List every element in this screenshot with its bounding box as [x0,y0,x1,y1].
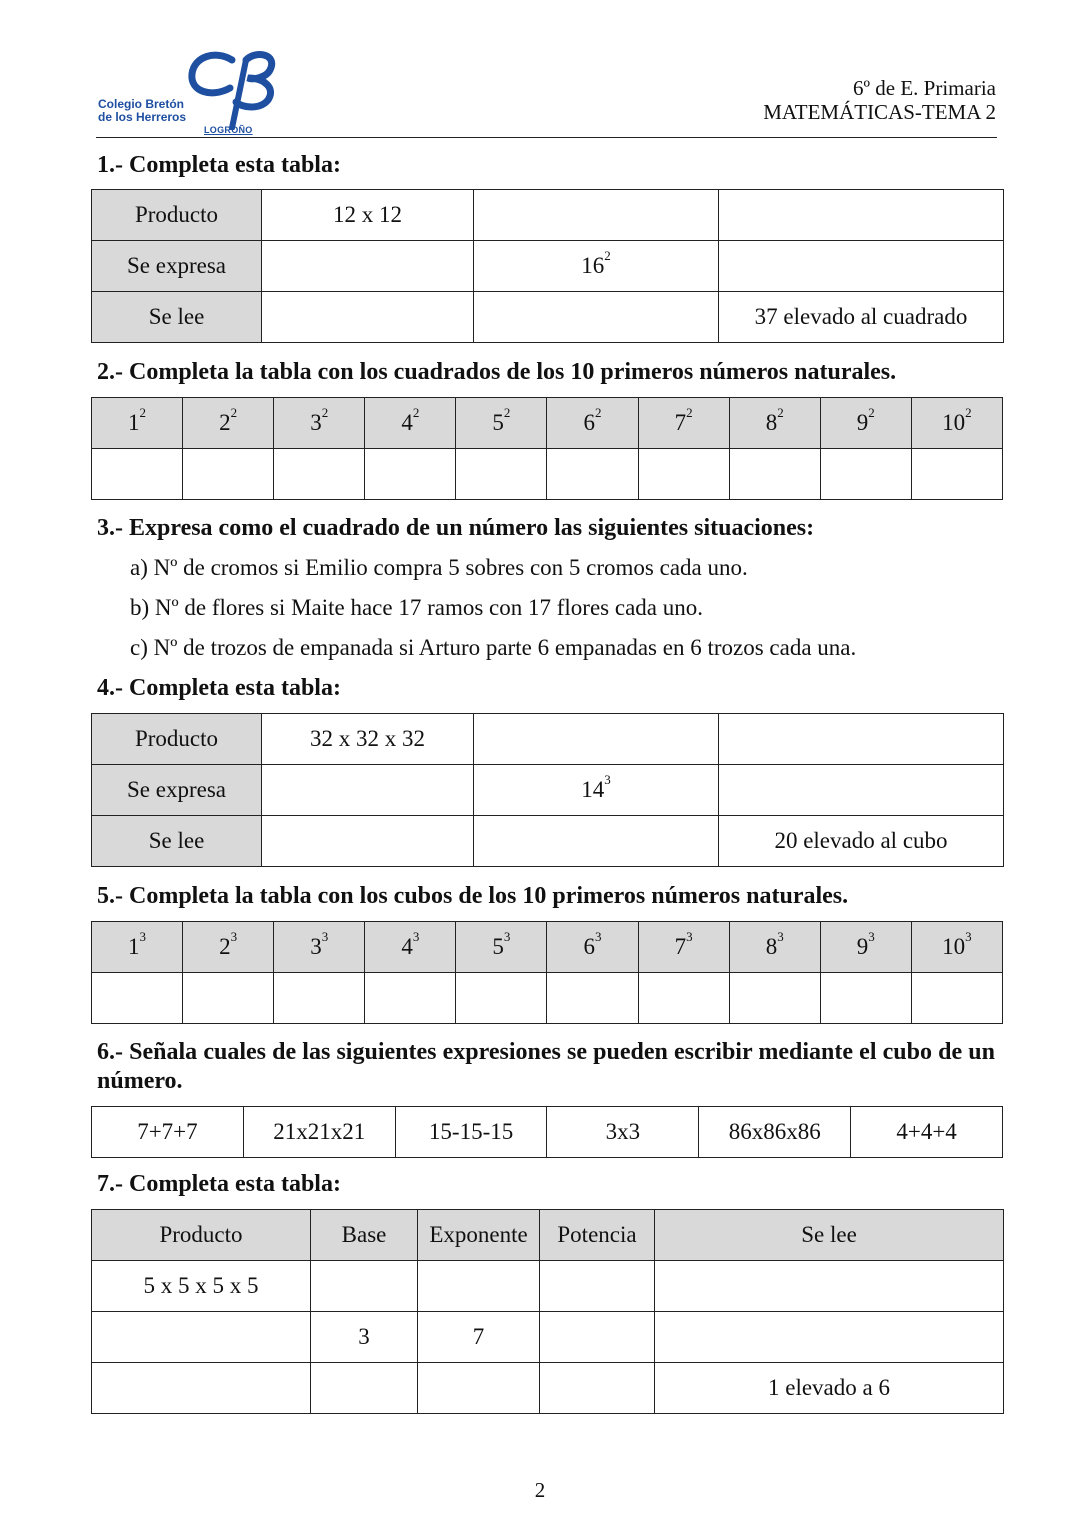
power-exponent: 2 [321,405,329,420]
table-cell [719,816,1004,867]
power-base: 8 [765,410,778,435]
answer-cell[interactable] [474,190,719,241]
answer-cell[interactable] [274,973,365,1024]
row-label: Se lee [92,816,262,867]
table-cell: 5 x 5 x 5 x 5 [92,1261,311,1312]
answer-cell[interactable] [547,973,638,1024]
answer-cell[interactable] [474,714,719,765]
power-header [183,398,274,449]
answer-cell[interactable] [719,241,1004,292]
answer-row [92,973,1003,1024]
question-6-title: 6.- Señala cuales de las siguientes expresiones se pueden escribir mediante el cubo de un número. [97,1039,995,1094]
power-exponent: 2 [230,405,238,420]
answer-cell[interactable] [820,449,911,500]
row-label: Se lee [92,292,262,343]
answer-cell[interactable] [183,449,274,500]
power-exponent: 3 [604,772,611,787]
power-base: 14 [581,777,605,802]
power-base: 1 [128,410,140,435]
power-base: 5 [492,410,504,435]
expression-option[interactable]: 3x3 [547,1107,699,1158]
answer-cell[interactable] [418,1261,540,1312]
power-header [365,922,456,973]
table-cell [474,241,719,292]
power-base: 6 [583,410,596,435]
column-header: Potencia [540,1210,655,1261]
power-exponent: 2 [139,405,147,420]
answer-cell[interactable] [183,973,274,1024]
power-base: 9 [856,410,869,435]
answer-cell[interactable] [719,714,1004,765]
power-exponent: 3 [230,929,238,944]
power-base: 6 [583,934,596,959]
subject-label: MATEMÁTICAS-TEMA 2 [763,100,996,124]
power-base: 8 [765,934,778,959]
power-base: 37 elevado al cuadrado [754,304,968,329]
answer-cell[interactable] [638,449,729,500]
answer-cell[interactable] [655,1312,1004,1363]
power-header [547,398,638,449]
expression-option[interactable]: 4+4+4 [851,1107,1003,1158]
power-base: 7 [674,934,687,959]
power-exponent: 3 [139,929,147,944]
power-header [365,398,456,449]
question-1-title: 1.- Completa esta tabla: [97,152,341,178]
answer-cell[interactable] [274,449,365,500]
school-name: Colegio Bretón de los Herreros [98,97,187,124]
power-header [92,922,183,973]
table-row [92,714,1004,765]
power-exponent: 2 [595,405,602,420]
table-row [92,241,1004,292]
question-2-title: 2.- Completa la tabla con los cuadrados de los 10 primeros números naturales. [97,359,897,385]
power-header [729,398,820,449]
answer-cell[interactable] [311,1261,418,1312]
question-5-title: 5.- Completa la tabla con los cubos de los 10 primeros números naturales. [97,883,849,909]
answer-cell[interactable] [456,973,547,1024]
answer-cell[interactable] [92,449,183,500]
answer-cell[interactable] [474,816,719,867]
answer-cell[interactable] [456,449,547,500]
answer-cell[interactable] [365,449,456,500]
answer-cell[interactable] [311,1363,418,1414]
column-header: Exponente [418,1210,540,1261]
header-row [92,398,1003,449]
table-row [92,1261,1004,1312]
answer-cell[interactable] [547,449,638,500]
page-number: 2 [534,1478,546,1502]
answer-cell[interactable] [262,816,474,867]
column-header: Producto [92,1210,311,1261]
power-header [183,922,274,973]
power-header [911,922,1002,973]
question-3-title: 3.- Expresa como el cuadrado de un número las siguientes situaciones: [97,515,815,541]
answer-cell[interactable] [911,449,1002,500]
power-base: 4 [401,934,413,959]
answer-cell[interactable] [365,973,456,1024]
answer-cell[interactable] [540,1312,655,1363]
power-header [456,398,547,449]
answer-cell[interactable] [911,973,1002,1024]
column-header: Base [311,1210,418,1261]
answer-cell[interactable] [540,1363,655,1414]
question-7-title: 7.- Completa esta tabla: [97,1171,341,1197]
school-logo [98,48,298,140]
document-header [763,76,996,124]
power-exponent: 2 [412,405,420,420]
question-2-table [91,397,1003,500]
power-header [547,922,638,973]
power-header [92,398,183,449]
table-cell [474,765,719,816]
power-exponent: 3 [965,929,972,944]
power-exponent: 3 [412,929,420,944]
power-exponent: 3 [686,929,693,944]
power-exponent: 2 [503,405,511,420]
power-base: 16 [581,253,605,278]
answer-cell[interactable] [638,973,729,1024]
table-row [92,292,1004,343]
answer-cell[interactable] [719,190,1004,241]
power-header [820,922,911,973]
power-base: 3 [310,934,322,959]
answer-cell[interactable] [418,1363,540,1414]
power-base: 3 [310,410,322,435]
header-divider [96,137,997,138]
question-1-table [91,189,1004,343]
question-3-item-a: a) Nº de cromos si Emilio compra 5 sobres con 5 cromos cada uno. [130,555,748,580]
power-base: 12 x 12 [333,202,402,227]
power-header [274,398,365,449]
power-base: 4 [401,410,413,435]
answer-cell[interactable] [655,1261,1004,1312]
power-exponent: 3 [777,929,784,944]
question-5-table [91,921,1003,1024]
table-row [92,190,1004,241]
answer-cell[interactable] [92,1312,311,1363]
answer-cell[interactable] [262,292,474,343]
answer-cell[interactable] [820,973,911,1024]
table-cell: 3 [311,1312,418,1363]
power-exponent: 3 [868,929,875,944]
answer-cell[interactable] [262,241,474,292]
question-4-title: 4.- Completa esta tabla: [97,675,341,701]
power-exponent: 3 [503,929,511,944]
power-exponent: 2 [777,405,784,420]
power-base: 10 [942,410,966,435]
power-base: 2 [219,410,231,435]
power-header [638,922,729,973]
power-exponent: 2 [868,405,875,420]
power-exponent: 3 [595,929,602,944]
power-exponent: 2 [604,248,611,263]
answer-cell[interactable] [719,765,1004,816]
table-row [92,1312,1004,1363]
row-label: Se expresa [92,765,262,816]
power-base: 10 [942,934,966,959]
table-row [92,1363,1004,1414]
power-header [456,922,547,973]
question-6-table [91,1106,1003,1158]
power-base: 5 [492,934,504,959]
question-4-table [91,713,1004,867]
power-header [274,922,365,973]
power-exponent: 2 [686,405,693,420]
table-cell [262,714,474,765]
answer-cell[interactable] [729,449,820,500]
course-label: 6º de E. Primaria [853,76,996,100]
power-header [911,398,1002,449]
power-header [638,398,729,449]
power-exponent: 2 [965,405,972,420]
answer-cell[interactable] [92,1363,311,1414]
question-3-item-b: b) Nº de flores si Maite hace 17 ramos con 17 flores cada uno. [130,595,704,620]
school-city: LOGROÑO [204,125,253,135]
power-base: 7 [674,410,687,435]
question-3-item-c: c) Nº de trozos de empanada si Arturo parte 6 empanadas en 6 trozos cada una. [130,635,857,660]
table-cell: 7 [418,1312,540,1363]
power-base: 1 [128,934,140,959]
question-7-table [91,1209,1004,1414]
power-base: 9 [856,934,869,959]
header-row [92,1210,1004,1261]
table-cell [262,190,474,241]
row-label: Producto [92,190,262,241]
expression-option[interactable]: 21x21x21 [243,1107,395,1158]
table-cell: 1 elevado a 6 [655,1363,1004,1414]
power-base: 32 x 32 x 32 [310,726,425,751]
table-row [92,816,1004,867]
row-label: Se expresa [92,241,262,292]
answer-cell[interactable] [262,765,474,816]
expression-option[interactable]: 7+7+7 [92,1107,244,1158]
header-row [92,922,1003,973]
expression-option[interactable]: 86x86x86 [699,1107,851,1158]
options-row [92,1107,1003,1158]
answer-row [92,449,1003,500]
answer-cell[interactable] [474,292,719,343]
expression-option[interactable]: 15-15-15 [395,1107,547,1158]
power-base: 2 [219,934,231,959]
school-logo-icon [186,48,282,130]
answer-cell[interactable] [92,973,183,1024]
power-exponent: 3 [321,929,329,944]
power-base: 20 elevado al cubo [774,828,948,853]
answer-cell[interactable] [729,973,820,1024]
table-row [92,765,1004,816]
table-cell [719,292,1004,343]
column-header: Se lee [655,1210,1004,1261]
power-header [820,398,911,449]
row-label: Producto [92,714,262,765]
power-header [729,922,820,973]
answer-cell[interactable] [540,1261,655,1312]
